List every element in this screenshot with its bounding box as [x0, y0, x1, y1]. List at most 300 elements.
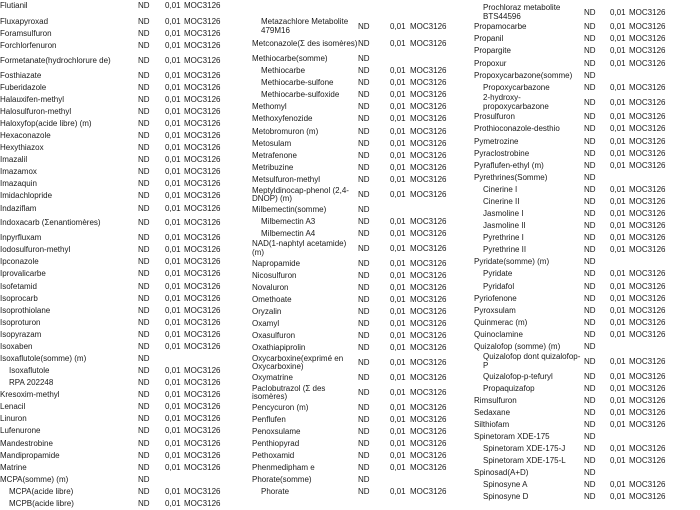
table-row — [0, 154, 224, 166]
quantification-limit: 0,01 — [610, 281, 626, 291]
analyte-name: Isoxaflutole — [9, 366, 50, 376]
analyte-name: Cinerine I — [483, 184, 518, 194]
method-code: MOC3126 — [184, 40, 221, 50]
result-value: ND — [584, 444, 596, 454]
table-row — [0, 341, 224, 353]
table-row — [474, 419, 669, 431]
quantification-limit: 0,01 — [390, 270, 406, 280]
method-code: MOC3126 — [410, 78, 447, 88]
method-code: MOC3126 — [184, 118, 221, 128]
result-value: ND — [358, 463, 370, 473]
analyte-name: Imazamox — [0, 167, 37, 177]
result-value: ND — [138, 94, 150, 104]
method-code: MOC3126 — [410, 463, 447, 473]
quantification-limit: 0,01 — [165, 118, 181, 128]
method-code: MOC3126 — [410, 126, 447, 136]
table-row — [474, 220, 669, 232]
analyte-name: Halosulfuron-methyl — [0, 106, 72, 116]
analyte-name: Matrine — [0, 462, 27, 472]
method-code: MOC3126 — [184, 329, 221, 339]
quantification-limit: 0,01 — [165, 245, 181, 255]
method-code: MOC3126 — [629, 136, 666, 146]
method-code: MOC3126 — [629, 395, 666, 405]
table-row — [252, 438, 450, 450]
analyte-name: Isopyrazam — [0, 329, 42, 339]
quantification-limit: 0,01 — [610, 233, 626, 243]
result-value: ND — [584, 341, 596, 351]
table-row — [0, 257, 224, 269]
method-code: MOC3126 — [410, 258, 447, 268]
quantification-limit: 0,01 — [390, 138, 406, 148]
analyte-name: MCPA(acide libre) — [9, 486, 74, 496]
table-row — [474, 353, 669, 371]
method-code: MOC3126 — [184, 305, 221, 315]
result-value: ND — [584, 70, 596, 80]
result-value: ND — [584, 58, 596, 68]
table-row — [252, 462, 450, 474]
method-code: MOC3126 — [184, 233, 221, 243]
quantification-limit: 0,01 — [390, 189, 406, 199]
analyte-name: Lenacil — [0, 402, 26, 412]
result-value: ND — [584, 172, 596, 182]
result-value: ND — [358, 331, 370, 341]
analyte-name: Pyraclostrobine — [474, 148, 530, 158]
result-value: ND — [584, 371, 596, 381]
result-value: ND — [358, 294, 370, 304]
method-code: MOC3126 — [629, 233, 666, 243]
quantification-limit: 0,01 — [165, 55, 181, 65]
table-row — [252, 487, 450, 499]
analyte-name: Oxathiapiprolin — [252, 343, 306, 353]
method-code: MOC3126 — [410, 174, 447, 184]
result-value: ND — [358, 189, 370, 199]
result-value: ND — [138, 28, 150, 38]
quantification-limit: 0,01 — [610, 395, 626, 405]
analyte-name: RPA 202248 — [9, 378, 54, 388]
method-code: MOC3126 — [410, 138, 447, 148]
result-value: ND — [584, 148, 596, 158]
method-code: MOC3126 — [629, 419, 666, 429]
result-value: ND — [138, 426, 150, 436]
result-value: ND — [138, 414, 150, 424]
method-code: MOC3126 — [184, 486, 221, 496]
quantification-limit: 0,01 — [165, 341, 181, 351]
analyte-name: Pencycuron (m) — [252, 402, 309, 412]
table-row — [0, 40, 224, 52]
analyte-name: Metazachlore Metabolite 479M16 — [261, 17, 349, 35]
analyte-name: Spinetoram XDE-175-J — [483, 444, 566, 454]
table-row — [0, 450, 224, 462]
table-row — [252, 216, 450, 228]
quantification-limit: 0,01 — [390, 372, 406, 382]
table-row — [252, 426, 450, 438]
table-row — [474, 341, 669, 353]
method-code: MOC3126 — [410, 150, 447, 160]
analyte-name: Flutianil — [0, 0, 28, 10]
result-value: ND — [584, 456, 596, 466]
quantification-limit: 0,01 — [165, 191, 181, 201]
quantification-limit: 0,01 — [165, 426, 181, 436]
result-value: ND — [138, 329, 150, 339]
table-row — [474, 136, 669, 148]
table-row — [252, 114, 450, 126]
table-row — [474, 395, 669, 407]
analyte-name: Oxycarboxine(exprimé en Oxycarboxine) — [252, 353, 344, 372]
method-code: MOC3126 — [410, 414, 447, 424]
table-row — [474, 196, 669, 208]
quantification-limit: 0,01 — [610, 148, 626, 158]
analyte-name: Imidachlopride — [0, 191, 53, 201]
result-value: ND — [138, 293, 150, 303]
result-value: ND — [138, 438, 150, 448]
quantification-limit: 0,01 — [390, 306, 406, 316]
method-code: MOC3126 — [184, 155, 221, 165]
method-code: MOC3126 — [184, 0, 221, 10]
method-code: MOC3126 — [629, 82, 666, 92]
analyte-name: Propaquizafop — [483, 383, 535, 393]
analyte-name: Methiocarbe(somme) — [252, 53, 328, 63]
quantification-limit: 0,01 — [390, 228, 406, 238]
analyte-name: Lufenurone — [0, 426, 41, 436]
analyte-name: Napropamide — [252, 258, 301, 268]
result-value: ND — [138, 82, 150, 92]
method-code: MOC3126 — [410, 90, 447, 100]
analyte-name: Penflufen — [252, 414, 286, 424]
analyte-name: Pyrethrine I — [483, 233, 524, 243]
analyte-name: Ipconazole — [0, 257, 39, 267]
quantification-limit: 0,01 — [390, 451, 406, 461]
quantification-limit: 0,01 — [165, 438, 181, 448]
quantification-limit: 0,01 — [390, 258, 406, 268]
table-row — [0, 462, 224, 474]
table-row — [0, 232, 224, 244]
table-row — [474, 281, 669, 293]
result-value: ND — [584, 221, 596, 231]
result-value: ND — [358, 114, 370, 124]
result-value: ND — [138, 498, 150, 508]
table-row — [252, 162, 450, 174]
table-row — [252, 258, 450, 270]
result-value: ND — [584, 136, 596, 146]
analyte-name: Methoxyfenozide — [252, 114, 313, 124]
analyte-name: Oxasulfuron — [252, 331, 296, 341]
result-value: ND — [358, 358, 370, 368]
analyte-name: Phorate(somme) — [252, 475, 312, 485]
analyte-name: Spinetoram XDE-175-L — [483, 456, 566, 466]
analyte-name: Quinmerac (m) — [474, 317, 528, 327]
result-value: ND — [138, 378, 150, 388]
table-row — [0, 317, 224, 329]
analyte-name: Spinosyne A — [483, 480, 528, 490]
result-value: ND — [584, 112, 596, 122]
table-row — [252, 174, 450, 186]
quantification-limit: 0,01 — [165, 218, 181, 228]
method-code: MOC3126 — [629, 97, 666, 107]
table-row — [0, 215, 224, 233]
analyte-name: Nicosulfuron — [252, 270, 297, 280]
quantification-limit: 0,01 — [165, 28, 181, 38]
quantification-limit: 0,01 — [390, 414, 406, 424]
quantification-limit: 0,01 — [165, 143, 181, 153]
method-code: MOC3126 — [184, 257, 221, 267]
table-row — [474, 160, 669, 172]
result-value: ND — [358, 270, 370, 280]
quantification-limit: 0,01 — [390, 319, 406, 329]
analyte-name: Pyrethrines(Somme) — [474, 172, 548, 182]
table-row — [474, 443, 669, 455]
quantification-limit: 0,01 — [610, 245, 626, 255]
analyte-name: Pyriofenone — [474, 293, 517, 303]
method-code: MOC3126 — [629, 209, 666, 219]
result-value: ND — [138, 218, 150, 228]
quantification-limit: 0,01 — [390, 463, 406, 473]
analyte-name: Silthiofam — [474, 419, 510, 429]
method-code: MOC3126 — [184, 293, 221, 303]
table-row — [474, 468, 669, 480]
table-row — [0, 94, 224, 106]
analyte-name: Iodosulfuron-methyl — [0, 245, 71, 255]
table-row — [0, 16, 224, 28]
table-row — [252, 475, 450, 487]
analyte-name: Propamocarbe — [474, 22, 527, 32]
table-row — [252, 414, 450, 426]
analyte-name: Quizalofop-p-tefuryl — [483, 371, 553, 381]
quantification-limit: 0,01 — [165, 390, 181, 400]
table-row — [474, 148, 669, 160]
result-value: ND — [584, 419, 596, 429]
table-row — [252, 294, 450, 306]
result-value: ND — [358, 53, 370, 63]
table-row — [0, 269, 224, 281]
table-row — [474, 492, 669, 504]
quantification-limit: 0,01 — [390, 114, 406, 124]
quantification-limit: 0,01 — [165, 257, 181, 267]
analyte-name: Metosulam — [252, 138, 292, 148]
analyte-name: Fuberidazole — [0, 82, 47, 92]
quantification-limit: 0,01 — [165, 106, 181, 116]
quantification-limit: 0,01 — [165, 329, 181, 339]
analyte-name: Spinosyne D — [483, 492, 529, 502]
method-code: MOC3126 — [184, 179, 221, 189]
table-row — [474, 431, 669, 443]
quantification-limit: 0,01 — [390, 102, 406, 112]
method-code: MOC3126 — [184, 82, 221, 92]
result-value: ND — [584, 305, 596, 315]
method-code: MOC3126 — [629, 160, 666, 170]
table-row — [0, 305, 224, 317]
analyte-name: Mandestrobine — [0, 438, 53, 448]
table-row — [252, 282, 450, 294]
table-row — [474, 329, 669, 341]
result-value: ND — [358, 306, 370, 316]
analyte-name: Iprovalicarbe — [0, 269, 46, 279]
quantification-limit: 0,01 — [610, 82, 626, 92]
analyte-name: Pyrethrine II — [483, 245, 527, 255]
analyte-name: MCPA(somme) (m) — [0, 474, 69, 484]
analyte-name: Haloxyfop(acide libre) (m) — [0, 118, 92, 128]
analyte-name: Metrafenone — [252, 150, 297, 160]
result-value: ND — [584, 492, 596, 502]
result-value: ND — [584, 395, 596, 405]
result-value: ND — [138, 390, 150, 400]
table-row — [474, 293, 669, 305]
table-row — [252, 65, 450, 77]
method-code: MOC3126 — [184, 55, 221, 65]
table-row — [0, 281, 224, 293]
method-code: MOC3126 — [410, 438, 447, 448]
result-value: ND — [138, 474, 150, 484]
result-value: ND — [584, 97, 596, 107]
table-row — [474, 232, 669, 244]
quantification-limit: 0,01 — [165, 486, 181, 496]
analyte-name: Methiocarbe — [261, 66, 306, 76]
table-row — [252, 36, 450, 54]
analyte-name: Fluxapyroxad — [0, 16, 49, 26]
method-code: MOC3126 — [629, 245, 666, 255]
quantification-limit: 0,01 — [390, 438, 406, 448]
table-row — [0, 179, 224, 191]
quantification-limit: 0,01 — [610, 184, 626, 194]
analyte-name: Mandipropamide — [0, 450, 60, 460]
method-code: MOC3126 — [410, 319, 447, 329]
table-row — [474, 70, 669, 82]
table-row — [252, 306, 450, 318]
analyte-name: Prosulfuron — [474, 112, 515, 122]
method-code: MOC3126 — [629, 7, 666, 17]
result-value: ND — [584, 407, 596, 417]
analyte-name: Meptyldinocap-phenol (2,4-DNOP) (m) — [252, 185, 349, 204]
result-value: ND — [584, 196, 596, 206]
result-value: ND — [358, 343, 370, 353]
table-row — [0, 70, 224, 82]
table-row — [252, 18, 450, 36]
result-value: ND — [138, 106, 150, 116]
quantification-limit: 0,01 — [390, 216, 406, 226]
table-row — [474, 257, 669, 269]
result-value: ND — [138, 16, 150, 26]
quantification-limit: 0,01 — [165, 269, 181, 279]
quantification-limit: 0,01 — [610, 22, 626, 32]
method-code: MOC3126 — [184, 366, 221, 376]
table-row — [474, 124, 669, 136]
method-code: MOC3126 — [629, 34, 666, 44]
analyte-name: Metsulfuron-methyl — [252, 174, 321, 184]
result-value: ND — [358, 451, 370, 461]
analyte-name: Metribuzine — [252, 162, 294, 172]
analyte-name: Isoxaflutole(somme) (m) — [0, 354, 87, 363]
quantification-limit: 0,01 — [390, 174, 406, 184]
result-value: ND — [358, 90, 370, 100]
table-row — [474, 112, 669, 124]
quantification-limit: 0,01 — [165, 366, 181, 376]
quantification-limit: 0,01 — [610, 356, 626, 366]
method-code: MOC3126 — [184, 191, 221, 201]
table-row — [0, 28, 224, 40]
method-code: MOC3126 — [410, 228, 447, 238]
result-value: ND — [584, 245, 596, 255]
analyte-name: Metobromuron (m) — [252, 126, 319, 136]
analyte-name: Indaziflam — [0, 203, 37, 213]
analyte-name: Paclobutrazol (Σ des isomères) — [252, 383, 326, 402]
result-value: ND — [138, 245, 150, 255]
analyte-name: 2-hydroxy-propoxycarbazone — [483, 93, 549, 111]
analyte-name: Pyridafol — [483, 281, 515, 291]
result-value: ND — [358, 21, 370, 31]
quantification-limit: 0,01 — [165, 281, 181, 291]
quantification-limit: 0,01 — [610, 209, 626, 219]
method-code: MOC3126 — [184, 426, 221, 436]
table-row — [0, 390, 224, 402]
result-value: ND — [138, 55, 150, 65]
analyte-name: Penthiopyrad — [252, 438, 300, 448]
table-row — [474, 480, 669, 492]
table-row — [252, 138, 450, 150]
result-value: ND — [584, 468, 596, 478]
quantification-limit: 0,01 — [165, 155, 181, 165]
quantification-limit: 0,01 — [390, 426, 406, 436]
method-code: MOC3126 — [184, 498, 221, 508]
quantification-limit: 0,01 — [610, 97, 626, 107]
method-code: MOC3126 — [629, 492, 666, 502]
result-value: ND — [584, 184, 596, 194]
analyte-name: Prochloraz metabolite BTS44596 — [483, 3, 561, 21]
quantification-limit: 0,01 — [165, 233, 181, 243]
analyte-name: Oxymatrine — [252, 372, 293, 382]
method-code: MOC3126 — [410, 294, 447, 304]
method-code: MOC3126 — [184, 341, 221, 351]
table-row — [252, 204, 450, 216]
quantification-limit: 0,01 — [610, 456, 626, 466]
quantification-limit: 0,01 — [390, 21, 406, 31]
analyte-name: Isoprocarb — [0, 293, 38, 303]
result-value: ND — [584, 269, 596, 279]
method-code: MOC3126 — [410, 39, 447, 49]
table-row — [474, 94, 669, 112]
result-value: ND — [358, 216, 370, 226]
analyte-name: Methomyl — [252, 102, 287, 112]
method-code: MOC3126 — [629, 196, 666, 206]
method-code: MOC3126 — [410, 402, 447, 412]
analyte-name: Isoproturon — [0, 317, 41, 327]
table-row — [474, 184, 669, 196]
method-code: MOC3126 — [629, 293, 666, 303]
quantification-limit: 0,01 — [390, 387, 406, 397]
result-value: ND — [358, 372, 370, 382]
method-code: MOC3126 — [410, 451, 447, 461]
result-value: ND — [138, 354, 150, 363]
result-value: ND — [138, 317, 150, 327]
result-value: ND — [138, 179, 150, 189]
quantification-limit: 0,01 — [610, 221, 626, 231]
table-row — [0, 438, 224, 450]
analyte-name: Quizalofop dont quizalofop-P — [483, 352, 581, 371]
table-row — [474, 455, 669, 467]
table-row — [0, 52, 224, 70]
analyte-name: Propoxycarbazone — [483, 82, 550, 92]
result-value: ND — [584, 160, 596, 170]
analyte-name: Milbemectin(somme) — [252, 204, 327, 214]
result-value: ND — [138, 118, 150, 128]
method-code: MOC3126 — [629, 46, 666, 56]
analyte-name: Imazalil — [0, 155, 28, 165]
result-value: ND — [138, 233, 150, 243]
method-code: MOC3126 — [410, 358, 447, 368]
table-row — [474, 172, 669, 184]
analyte-name: Cinerine II — [483, 196, 520, 206]
quantification-limit: 0,01 — [610, 329, 626, 339]
method-code: MOC3126 — [629, 444, 666, 454]
quantification-limit: 0,01 — [165, 40, 181, 50]
